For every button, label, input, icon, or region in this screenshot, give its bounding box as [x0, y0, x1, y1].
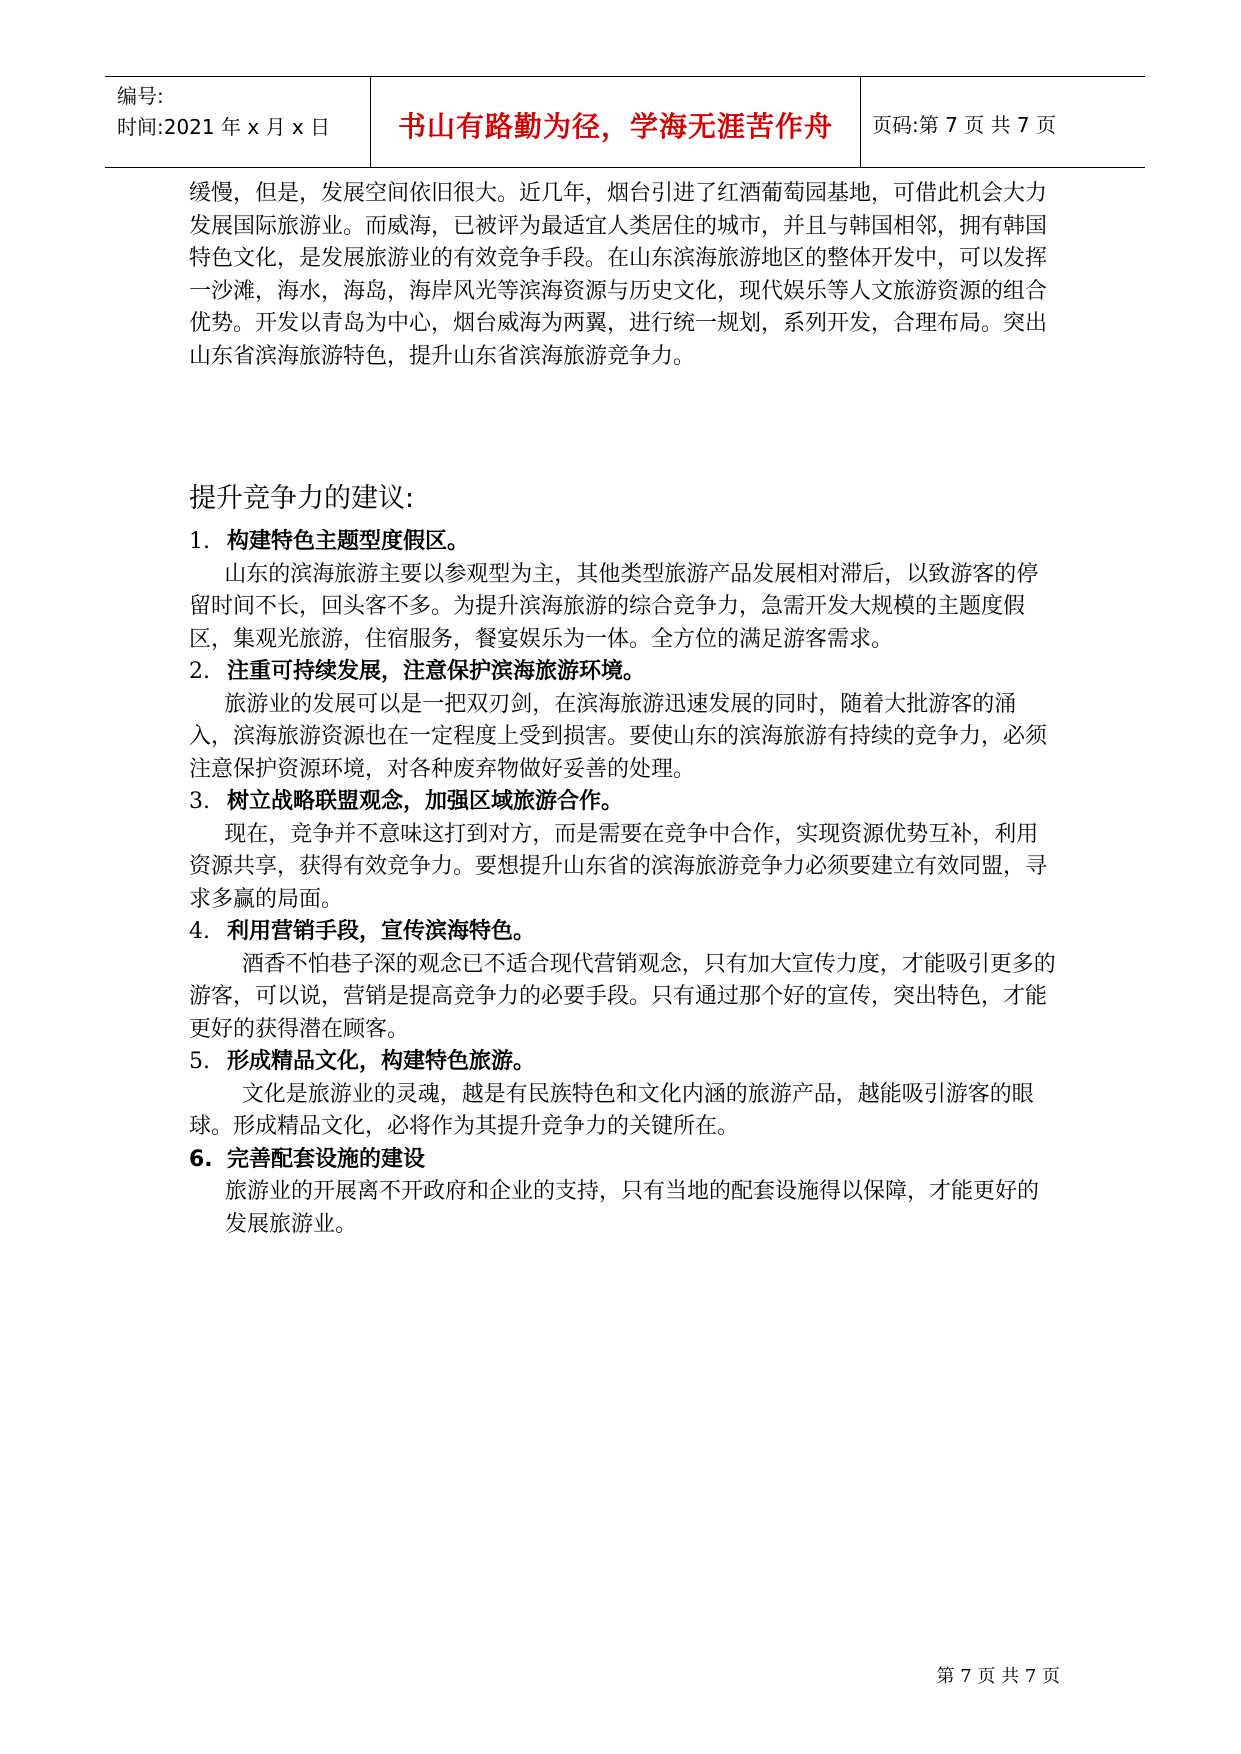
section-title: 提升竞争力的建议:	[189, 483, 415, 514]
list-item	[189, 526, 1059, 656]
item-number: 1.	[189, 529, 210, 554]
list-item	[189, 1046, 1059, 1144]
header-page-info: 页码:第 7 页 共 7 页	[872, 113, 1056, 137]
item-number: 3.	[189, 789, 210, 814]
item-body: 现在，竞争并不意味这打到对方，而是需要在竞争中合作，实现资源优势互补，利用资源共享，获得有效竞争力。要想提升山东省的滨海旅游竞争力必须要建立有效同盟，寻求多赢的局面。	[189, 821, 1048, 912]
item-heading	[189, 786, 1059, 819]
item-heading	[189, 656, 1059, 689]
item-body: 山东的滨海旅游主要以参观型为主，其他类型旅游产品发展相对滞后，以致游客的停留时间不长，回头客不多。为提升滨海旅游的综合竞争力，急需开发大规模的主题度假区，集观光旅游，住宿服务，餐宴娱乐为一体。全方位的满足游客需求。	[189, 561, 1039, 652]
item-heading	[189, 526, 1059, 559]
list-item	[189, 916, 1059, 1046]
item-title: 利用营销手段，宣传滨海特色。	[227, 919, 536, 944]
item-title: 树立战略联盟观念，加强区域旅游合作。	[227, 789, 624, 814]
item-number: 5.	[189, 1049, 210, 1074]
page-header	[105, 76, 1145, 168]
item-body: 旅游业的发展可以是一把双刃剑，在滨海旅游迅速发展的同时，随着大批游客的涌入，滨海旅游资源也在一定程度上受到损害。要使山东的滨海旅游有持续的竞争力，必须注意保护资源环境，对各种废弃物做好妥善的处理。	[189, 691, 1048, 782]
item-number: 6.	[189, 1146, 213, 1172]
item-number: 4.	[189, 919, 210, 944]
item-title: 构建特色主题型度假区。	[227, 529, 470, 554]
page-footer: 第 7 页 共 7 页	[936, 1666, 1060, 1687]
list-item	[189, 786, 1059, 916]
item-heading	[189, 1046, 1059, 1079]
serial-label: 编号:	[117, 84, 164, 108]
header-motto: 书山有路勤为径，学海无涯苦作舟	[397, 110, 833, 143]
list-item	[189, 1144, 1059, 1242]
item-title: 完善配套设施的建设	[227, 1146, 426, 1172]
item-body: 酒香不怕巷子深的观念已不适合现代营销观念，只有加大宣传力度，才能吸引更多的游客，可以说，营销是提高竞争力的必要手段。只有通过那个好的宣传，突出特色，才能更好的获得潜在顾客。	[189, 951, 1056, 1042]
header-meta	[117, 81, 330, 143]
item-body: 文化是旅游业的灵魂，越是有民族特色和文化内涵的旅游产品，越能吸引游客的眼球。形成精品文化，必将作为其提升竞争力的关键所在。	[189, 1081, 1034, 1139]
item-title: 形成精品文化，构建特色旅游。	[227, 1049, 536, 1074]
time-label: 时间:2021 年 x 月 x 日	[117, 115, 331, 139]
suggestion-list	[189, 526, 1059, 1241]
list-item	[189, 656, 1059, 786]
item-body: 旅游业的开展离不开政府和企业的支持，只有当地的配套设施得以保障，才能更好的发展旅游业。	[225, 1179, 1040, 1237]
item-heading	[189, 916, 1059, 949]
item-title: 注重可持续发展，注意保护滨海旅游环境。	[227, 659, 646, 684]
item-heading	[189, 1144, 1059, 1177]
intro-section	[189, 178, 1059, 373]
header-divider	[860, 77, 861, 168]
item-number: 2.	[189, 659, 210, 684]
intro-paragraph: 缓慢，但是，发展空间依旧很大。近几年，烟台引进了红酒葡萄园基地，可借此机会大力发展国际旅游业。而威海，已被评为最适宜人类居住的城市，并且与韩国相邻，拥有韩国特色文化，是发展旅游业的有效竞争手段。在山东滨海旅游地区的整体开发中，可以发挥一沙滩，海水，海岛，海岸风光等滨海资源与历史文化，现代娱乐等人文旅游资源的组合优势。开发以青岛为中心，烟台威海为两翼，进行统一规划，系列开发，合理布局。突出山东省滨海旅游特色，提升山东省滨海旅游竞争力。	[189, 181, 1048, 369]
